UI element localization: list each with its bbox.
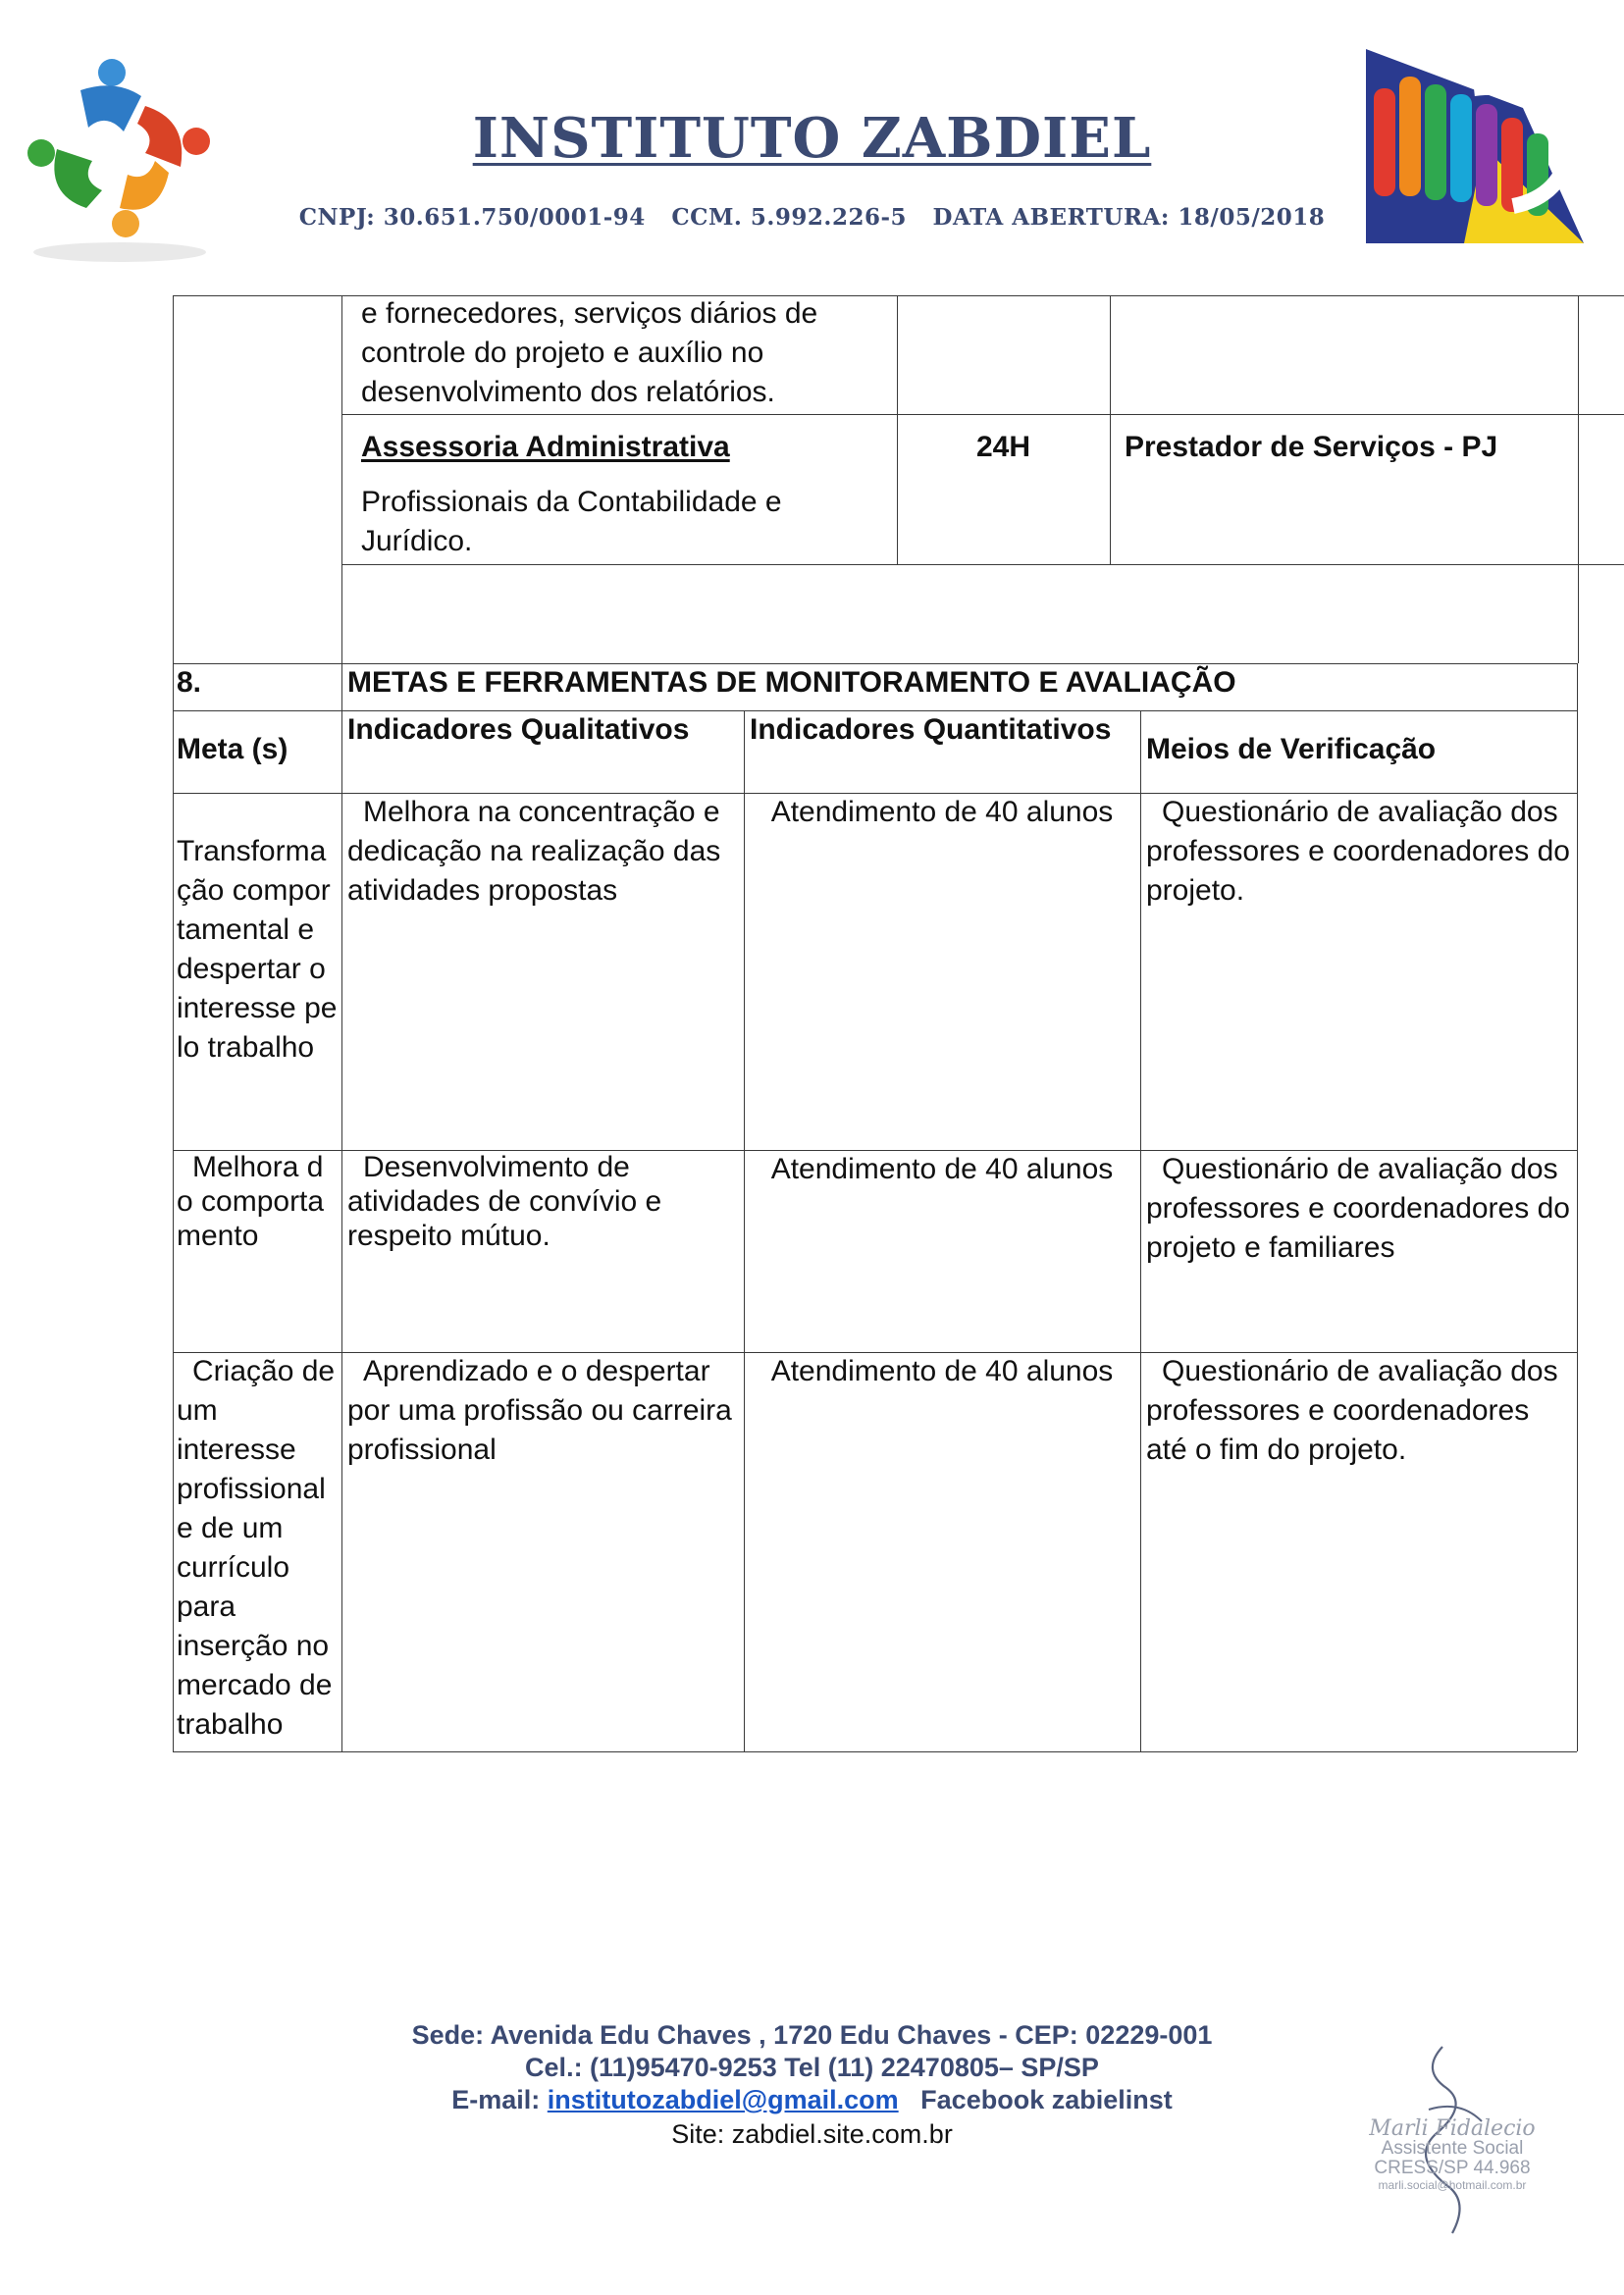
footer-site: Site: zabdiel.site.com.br bbox=[671, 2119, 953, 2149]
footer-phones: Cel.: (11)95470-9253 Tel (11) 22470805– SP/SP bbox=[525, 2053, 1099, 2082]
footer-email-label: E-mail: bbox=[451, 2085, 541, 2114]
table-row-3-qualitative: Aprendizado e o despertar por uma profissão ou carreira profissional bbox=[347, 1355, 732, 1466]
stamp-role: Assistente Social bbox=[1381, 2138, 1524, 2159]
section-number: 8. bbox=[177, 666, 202, 699]
role-description: Profissionais da Contabilidade e Jurídico. bbox=[361, 486, 782, 557]
section-title: METAS E FERRAMENTAS DE MONITORAMENTO E AVALIAÇÃO bbox=[347, 666, 1236, 699]
header-qualitative: Indicadores Qualitativos bbox=[347, 713, 690, 746]
opening-date-text: DATA ABERTURA: 18/05/2018 bbox=[932, 204, 1326, 231]
role-hours: 24H bbox=[975, 431, 1031, 463]
hands-logo-icon bbox=[1366, 49, 1584, 243]
table-row-2-quantitative: Atendimento de 40 alunos bbox=[770, 1153, 1114, 1185]
stamp-registry: CRESS/SP 44.968 bbox=[1374, 2158, 1531, 2178]
ccm-text: CCM. 5.992.226-5 bbox=[671, 204, 908, 231]
table-row-1-qualitative: Melhora na concentração e dedicação na realização das atividades propostas bbox=[347, 796, 721, 907]
table-row-3-meta: Criação de um interesse profissional e de um currículo para inserção no mercado de trabalho bbox=[177, 1355, 336, 1741]
table-row-3-quantitative: Atendimento de 40 alunos bbox=[770, 1355, 1114, 1387]
footer-facebook: Facebook zabielinst bbox=[920, 2085, 1173, 2114]
table-row-1-quantitative: Atendimento de 40 alunos bbox=[770, 796, 1114, 828]
stamp-email: marli.social@hotmail.com.br bbox=[1378, 2178, 1527, 2192]
org-title: INSTITUTO ZABDIEL bbox=[472, 106, 1152, 171]
header-quantitative: Indicadores Quantitativos bbox=[750, 713, 1112, 746]
footer-email-link[interactable]: institutozabdiel@gmail.com bbox=[547, 2085, 899, 2114]
social-worker-stamp bbox=[1356, 2116, 1548, 2192]
table-row-2-verification: Questionário de avaliação dos professores e coordenadores do projeto e familiares bbox=[1146, 1153, 1570, 1264]
table-row-1-meta: Transformação comportamental e despertar o interesse pelo trabalho bbox=[177, 835, 338, 1064]
footer-address: Sede: Avenida Edu Chaves , 1720 Edu Chaves - CEP: 02229-001 bbox=[411, 2020, 1213, 2050]
table-row-1-verification: Questionário de avaliação dos professores e coordenadores do projeto. bbox=[1146, 796, 1570, 907]
table-row-2-qualitative: Desenvolvimento de atividades de convívio e respeito mútuo. bbox=[347, 1151, 662, 1252]
cnpj-text: CNPJ: 30.651.750/0001-94 bbox=[298, 204, 646, 231]
stamp-name: Marli Fidalecio bbox=[1369, 2116, 1536, 2141]
table-row-3-verification: Questionário de avaliação dos professores e coordenadores até o fim do projeto. bbox=[1146, 1355, 1558, 1466]
role-contract-type: Prestador de Serviços - PJ bbox=[1125, 431, 1498, 463]
role-title: Assessoria Administrativa bbox=[361, 431, 730, 463]
activity-description-continued: e fornecedores, serviços diários de controle do projeto e auxílio no desenvolvimento dos relatórios. bbox=[361, 297, 818, 408]
header-verification: Meios de Verificação bbox=[1146, 733, 1437, 765]
table-row-2-meta: Melhora do comportamento bbox=[177, 1151, 325, 1252]
header-meta: Meta (s) bbox=[177, 733, 288, 765]
